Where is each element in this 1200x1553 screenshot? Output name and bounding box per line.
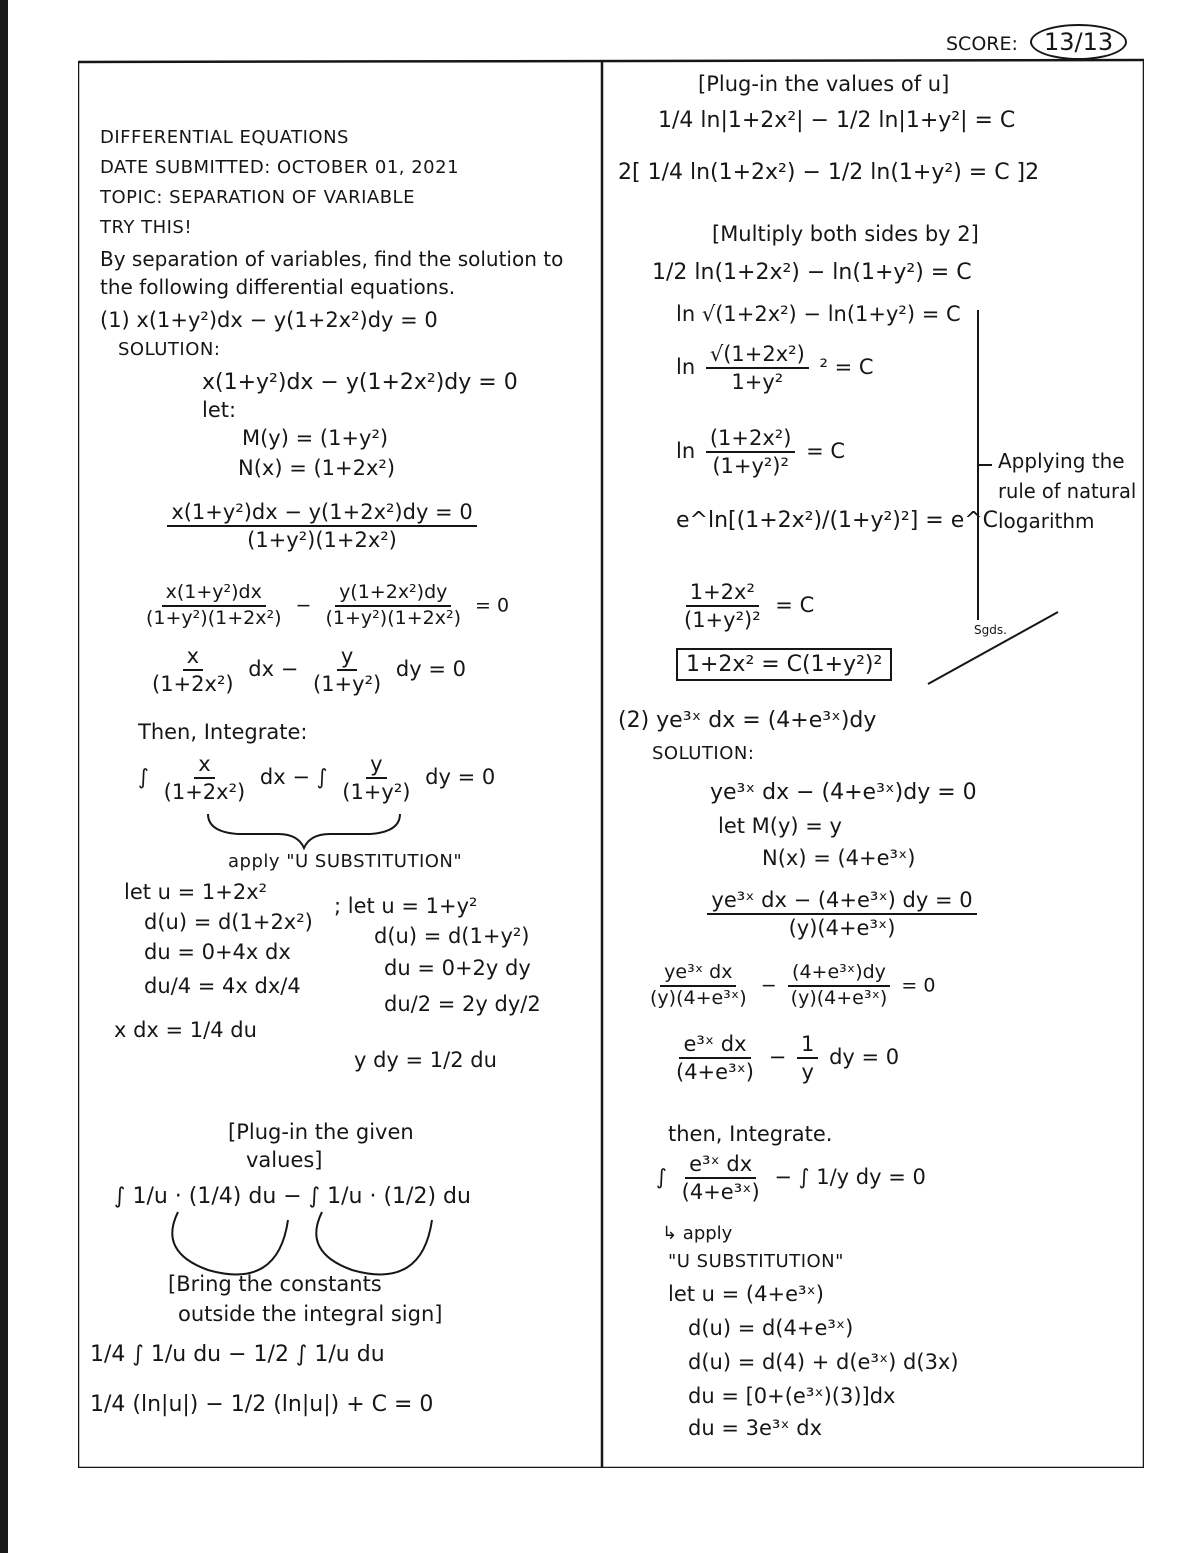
u2-line-2: d(u) = d(1+y²) xyxy=(374,924,530,948)
problem1-separated xyxy=(144,644,466,696)
ln-expression: 1/4 (ln|u|) − 1/2 (ln|u|) + C = 0 xyxy=(90,1392,434,1417)
sep-a-num: x xyxy=(183,644,203,671)
ln-prefix: ln xyxy=(676,355,696,380)
problem2-solution-label: SOLUTION: xyxy=(652,743,755,764)
problem1-integral xyxy=(138,752,495,804)
equals-zero: = 0 xyxy=(901,974,936,997)
problem2-integrate-label: then, Integrate. xyxy=(668,1122,833,1146)
integral-sign: ∫ xyxy=(138,765,149,790)
u2-line-4: du/2 = 2y dy/2 xyxy=(384,992,541,1016)
bring-constants-1: [Bring the constants xyxy=(168,1272,382,1296)
ln-line-4: ln √(1+2x²) − ln(1+y²) = C xyxy=(676,302,961,326)
problem2-step-3: d(u) = d(4) + d(e³ˣ) d(3x) xyxy=(688,1350,959,1374)
applying-note-1: Applying the xyxy=(998,449,1125,473)
dy-zero: dy = 0 xyxy=(395,657,466,682)
int-a-num: e³ˣ dx xyxy=(685,1152,756,1179)
integral-sign: − ∫ xyxy=(292,765,328,790)
u1-line-4: du/4 = 4x dx/4 xyxy=(144,974,301,998)
plug-given-2: values] xyxy=(246,1148,323,1172)
ln6-den: (1+y²)² xyxy=(712,454,789,479)
problem1-eq: x(1+y²)dx − y(1+2x²)dy = 0 xyxy=(202,370,518,395)
applying-note-2: rule of natural xyxy=(998,479,1137,503)
problem2-step-5: du = 3e³ˣ dx xyxy=(688,1416,823,1440)
dy-zero: dy = 0 xyxy=(425,765,496,790)
ln5-den: 1+y² xyxy=(731,370,784,395)
u2-line-5: y dy = 1/2 du xyxy=(354,1048,497,1072)
problem1-cancel xyxy=(138,582,509,630)
plug-expression: ∫ 1/u · (1/4) du − ∫ 1/u · (1/2) du xyxy=(114,1184,471,1209)
int-a-den: (4+e³ˣ) xyxy=(681,1180,760,1205)
result-suffix: = C xyxy=(775,593,815,618)
problem2-m: let M(y) = y xyxy=(718,814,842,838)
minus-sign: − xyxy=(295,594,312,617)
problem1-let: let: xyxy=(202,398,237,422)
minus-sign: − xyxy=(280,657,299,682)
ln-line-6 xyxy=(676,426,845,478)
problem2-u-substitution: "U SUBSTITUTION" xyxy=(668,1251,844,1272)
equals-zero: = 0 xyxy=(475,594,510,617)
sep-b-num: y xyxy=(337,644,357,671)
cancel-a-den: (y)(4+e³ˣ) xyxy=(650,986,747,1009)
plug-u-label: [Plug-in the values of u] xyxy=(698,72,950,96)
constants-expression: 1/4 ∫ 1/u du − 1/2 ∫ 1/u du xyxy=(90,1342,385,1367)
integral-sign: ∫ xyxy=(656,1165,667,1190)
problem2-step-2: d(u) = d(4+e³ˣ) xyxy=(688,1316,854,1340)
problem1-integrate-label: Then, Integrate: xyxy=(138,720,308,744)
u1-line-3: du = 0+4x dx xyxy=(144,940,291,964)
minus-sign: − xyxy=(768,1045,787,1070)
u1-line-1: let u = 1+2x² xyxy=(124,880,268,904)
dx: dx xyxy=(259,765,286,790)
sep-a-num: e³ˣ dx xyxy=(679,1032,750,1059)
cancel-a-den: (1+y²)(1+2x²) xyxy=(146,606,282,629)
apply-u-substitution: apply "U SUBSTITUTION" xyxy=(228,851,463,872)
problem1-division xyxy=(152,500,492,552)
minus-sign: − xyxy=(760,974,777,997)
date-submitted: DATE SUBMITTED: OCTOBER 01, 2021 xyxy=(100,157,460,178)
score-label: SCORE: xyxy=(946,33,1018,55)
int-b-den: (1+y²) xyxy=(342,780,411,805)
ln5-suffix: ² = C xyxy=(819,355,874,380)
worksheet xyxy=(78,28,1144,1468)
initials: Sgds. xyxy=(974,623,1007,637)
problem1-solution-label: SOLUTION: xyxy=(118,339,221,360)
plug-given-1: [Plug-in the given xyxy=(228,1120,414,1144)
sep-a-den: (1+2x²) xyxy=(152,672,234,697)
division-denominator: (1+y²)(1+2x²) xyxy=(247,528,397,553)
sep-b-den: y xyxy=(801,1060,814,1085)
multiply-label: [Multiply both sides by 2] xyxy=(712,222,979,246)
ln-line-3: 1/2 ln(1+2x²) − ln(1+y²) = C xyxy=(652,260,972,285)
problem2-statement: (2) ye³ˣ dx = (4+e³ˣ)dy xyxy=(618,708,877,733)
int-b: − ∫ 1/y dy = 0 xyxy=(774,1165,926,1190)
exponent-line: e^ln[(1+2x²)/(1+y²)²] = e^C xyxy=(676,508,999,533)
ln5-num: √(1+2x²) xyxy=(706,342,809,369)
problem2-step-1: let u = (4+e³ˣ) xyxy=(668,1282,824,1306)
scan-edge xyxy=(0,0,8,1553)
result-num: 1+2x² xyxy=(686,580,759,607)
sep-b-num: 1 xyxy=(797,1032,818,1059)
u2-line-1: ; let u = 1+y² xyxy=(334,894,478,918)
cancel-a-num: ye³ˣ dx xyxy=(660,962,736,987)
ln6-num: (1+2x²) xyxy=(706,426,796,453)
final-answer-1: 1+2x² = C(1+y²)² xyxy=(676,648,892,681)
division-numerator: x(1+y²)dx − y(1+2x²)dy = 0 xyxy=(167,500,476,527)
try-this: TRY THIS! xyxy=(100,217,193,238)
dx: dx xyxy=(248,657,275,682)
problem1-statement: (1) x(1+y²)dx − y(1+2x²)dy = 0 xyxy=(100,308,438,332)
ln-line-2: 2[ 1/4 ln(1+2x²) − 1/2 ln(1+y²) = C ]2 xyxy=(618,160,1040,185)
problem2-separated xyxy=(668,1032,899,1084)
int-a-num: x xyxy=(194,752,214,779)
problem2-n: N(x) = (4+e³ˣ) xyxy=(762,846,916,870)
problem2-division xyxy=(652,888,1032,940)
problem2-integral xyxy=(656,1152,926,1204)
instruction-line-1: By separation of variables, find the solution to xyxy=(100,247,564,271)
instruction-line-2: the following differential equations. xyxy=(100,275,456,299)
problem2-apply: ↳ apply xyxy=(662,1223,733,1244)
cancel-b-num: (4+e³ˣ)dy xyxy=(788,962,890,987)
u1-line-5: x dx = 1/4 du xyxy=(114,1018,257,1042)
ln-prefix: ln xyxy=(676,439,696,464)
ln-line-5 xyxy=(676,342,874,394)
result-fraction xyxy=(676,580,814,632)
topic: TOPIC: SEPARATION OF VARIABLE xyxy=(100,187,415,208)
applying-note-3: logarithm xyxy=(998,509,1095,533)
division-numerator: ye³ˣ dx − (4+e³ˣ) dy = 0 xyxy=(707,888,976,915)
score xyxy=(946,24,1127,60)
sep-a-den: (4+e³ˣ) xyxy=(676,1060,755,1085)
problem2-step-4: du = [0+(e³ˣ)(3)]dx xyxy=(688,1384,896,1408)
subject: DIFFERENTIAL EQUATIONS xyxy=(100,127,349,148)
cancel-b-den: (1+y²)(1+2x²) xyxy=(325,606,461,629)
division-denominator: (y)(4+e³ˣ) xyxy=(788,916,896,941)
problem2-eq: ye³ˣ dx − (4+e³ˣ)dy = 0 xyxy=(710,780,977,805)
cancel-b-den: (y)(4+e³ˣ) xyxy=(790,986,888,1009)
sep-b-den: (1+y²) xyxy=(313,672,382,697)
cancel-b-num: y(1+2x²)dy xyxy=(335,582,451,607)
ln6-suffix: = C xyxy=(806,439,846,464)
ln-line-1: 1/4 ln|1+2x²| − 1/2 ln|1+y²| = C xyxy=(658,108,1016,133)
problem1-m: M(y) = (1+y²) xyxy=(242,426,389,450)
score-value: 13/13 xyxy=(1030,24,1127,60)
u1-line-2: d(u) = d(1+2x²) xyxy=(144,910,313,934)
result-den: (1+y²)² xyxy=(684,608,761,633)
u2-line-3: du = 0+2y dy xyxy=(384,956,531,980)
int-a-den: (1+2x²) xyxy=(163,780,246,805)
bring-constants-2: outside the integral sign] xyxy=(178,1302,443,1326)
problem1-n: N(x) = (1+2x²) xyxy=(238,456,396,480)
dy-zero: dy = 0 xyxy=(829,1045,900,1070)
cancel-a-num: x(1+y²)dx xyxy=(162,582,266,607)
int-b-num: y xyxy=(366,752,386,779)
problem2-cancel xyxy=(642,962,935,1010)
